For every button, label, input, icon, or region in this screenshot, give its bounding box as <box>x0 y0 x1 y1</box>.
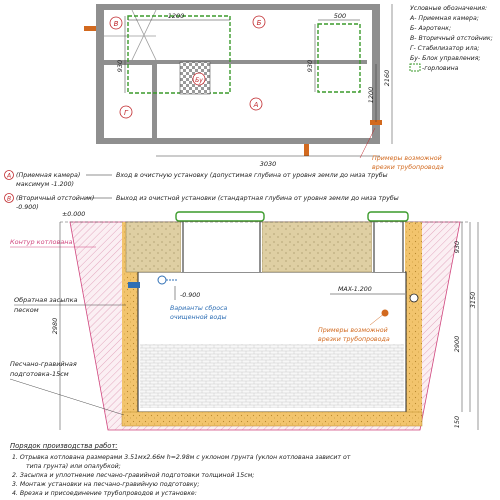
zone-label-v: В <box>113 20 119 28</box>
note-a-marker: А <box>6 172 12 180</box>
note-a-label: (Приемная камера) <box>16 172 81 179</box>
max1200-label: MAX-1.200 <box>338 286 372 293</box>
legend-item-g: Г- Стабилизатор ила; <box>410 45 480 52</box>
procedure-item-2: 2. Засыпка и уплотнение песчано-гравийной подготовки толщиной 15см; <box>12 472 255 479</box>
plan-pipe-bottom <box>304 144 309 156</box>
dim-1200: 1200 <box>167 12 185 20</box>
zone-label-g: Г <box>124 109 128 117</box>
plan-view <box>84 4 444 171</box>
legend-hatch-swatch <box>410 64 420 71</box>
discharge-valve <box>158 276 166 284</box>
dim-500: 500 <box>333 12 347 20</box>
dim-3030: 3030 <box>259 160 277 168</box>
lid-left <box>176 212 264 221</box>
io-notes <box>5 171 399 212</box>
note-b-marker: В <box>6 195 12 203</box>
legend-item-a: А- Приемная камера; <box>410 15 479 22</box>
dim-930-left: 930 <box>116 59 124 73</box>
plan-note-line1: Примеры возможной <box>372 155 442 162</box>
legend-item-bu: Бу- Блок управления; <box>410 55 481 62</box>
level-zero: ±0.000 <box>62 211 86 218</box>
note-b-text-1: Выход из очистной установки (стандартная глубина от уровня земли до низа трубы <box>116 195 399 202</box>
neck-right-void <box>372 222 405 272</box>
podgotovka-label-1: Песчано-гравийная <box>10 360 77 368</box>
procedure <box>10 442 351 497</box>
zone-label-bu: Бу <box>195 77 203 84</box>
minus900-label: -0.900 <box>180 292 201 299</box>
kontur-label: Контур котлована <box>10 238 73 246</box>
plan-pipe-left <box>84 26 96 31</box>
legend <box>409 4 493 72</box>
gravel-bed <box>122 412 422 426</box>
note-b-text-2: -0.900) <box>16 204 39 211</box>
note-a-text-2: максимум -1.200) <box>16 181 74 188</box>
dim-2900: 2900 <box>453 335 461 353</box>
note-a-text-1: Вход в очистную установку (допустимая глубина от уровня земли до низа трубы <box>116 172 388 179</box>
legend-item-hatch: -горловина <box>422 65 459 72</box>
note-b-label: (Вторичный отстойник) <box>16 195 95 202</box>
procedure-item-1b: типа грунта) или опалубкой; <box>26 463 121 470</box>
plan-partition-1 <box>104 60 156 65</box>
variants-label-1: Варианты сброса <box>170 305 228 312</box>
plan-partition-2 <box>152 60 157 138</box>
plan-note-line2: врезки трубопровода <box>372 164 444 171</box>
dim-2980: 2980 <box>51 317 59 335</box>
inlet-port <box>410 294 418 302</box>
dim-2160: 2160 <box>383 69 391 87</box>
plan-inner-area <box>104 10 372 138</box>
legend-title: Условные обозначения: <box>410 5 488 12</box>
variants-label-2: очищенной воды <box>170 314 227 321</box>
dim-930-right: 930 <box>306 59 314 73</box>
section-view <box>10 211 478 430</box>
soil-berm-middle-top <box>262 222 372 272</box>
procedure-item-4: 4. Врезка и присоединение трубопроводов и установке: <box>12 490 197 497</box>
dim-3150: 3150 <box>469 291 477 309</box>
dim-150: 150 <box>453 415 461 429</box>
pipes-label-2: врезки трубопровода <box>318 336 390 343</box>
legend-item-v: В- Вторичный отстойник; <box>410 35 493 42</box>
procedure-item-1a: 1. Отрывка котлована размерами 3.51мх2.66м h=2.98м с уклоном грунта (уклон котлована зависит от <box>12 454 351 461</box>
dim-1200-v: 1200 <box>367 86 375 104</box>
zasypka-label-1: Обратная засыпка <box>14 296 78 304</box>
zone-label-a: А <box>253 101 259 109</box>
legend-item-b: Б- Аэротенк; <box>410 25 452 32</box>
procedure-title: Порядок производства работ: <box>10 442 118 450</box>
outlet-pipe <box>128 282 140 288</box>
tank-lower-fill <box>140 344 404 408</box>
zasypka-label-2: песком <box>14 306 39 314</box>
soil-berm-left-top <box>126 222 181 272</box>
dim-930: 930 <box>453 240 461 254</box>
lid-right <box>368 212 408 221</box>
neck-left-void <box>181 222 262 272</box>
zone-label-b: Б <box>256 19 262 27</box>
procedure-item-3: 3. Монтаж установки на песчано-гравийную подготовку; <box>12 481 200 488</box>
podgotovka-label-2: подготовка-15см <box>10 370 69 378</box>
pipes-label-1: Примеры возможной <box>318 327 388 334</box>
